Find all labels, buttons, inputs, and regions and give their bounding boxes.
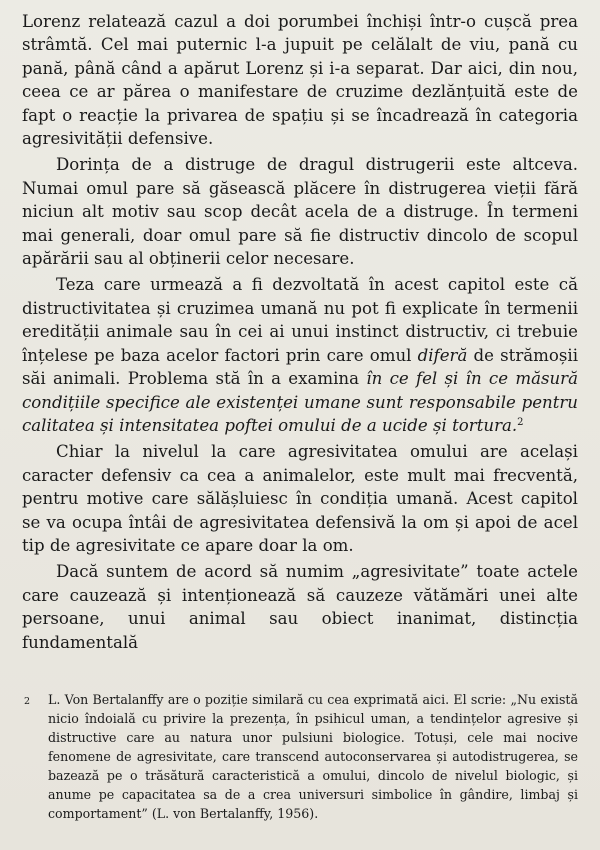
paragraph [22,10,578,150]
text-run: Dacă suntem de acord să numim „agresivitate” toate actele care cauzează și intenționează să cauzeze vătămări unei alte persoane, unui animal sau obiect inanimat, distincția fundamentală [22,562,578,652]
paragraph [22,440,578,557]
italic-text: în ce fel și în ce măsură condițiile specifice ale existenței umane sunt responsabile pentru calitatea și intensitatea poftei omului de a ucide și tortura. [22,369,578,435]
footnote-number: 2 [24,696,31,707]
footnote-text: L. Von Bertalanffy are o poziție similară cu cea exprimată aici. El scrie: „Nu există nicio îndoială cu privire la prezența, în psihicul uman, a tendințelor agresive și distructive care au natura unor pulsiuni biologice. Totuși, cele mai nocive fenomene de agresivitate, care transcend autoconservarea și autodistrugerea, se bazează pe o trăsătură caracteristică a omului, dincolo de nivelul biologic, și anume pe capacitatea sa de a crea universuri simbolice în gândire, limbaj și comportament” (L. von Bertalanffy, 1956). [48,692,578,821]
paragraph [22,153,578,270]
text-run: Dorința de a distruge de dragul distrugerii este altceva. Numai omul pare să găsească plăcere în distrugerea vieții fără niciun alt motiv sau scop decât acela de a distruge. În termeni mai generali, doar omul pare să fie distructiv dincolo de scopul apărării sau al obținerii celor necesare. [22,155,578,269]
text-run: Chiar la nivelul la care agresivitatea omului are același caracter defensiv ca cea a animalelor, este mult mai frecventă, pentru motive care sălășluiesc în condiția umană. Acest capitol se va ocupa întâi de agresivitatea defensivă la om și apoi de acel tip de agresivitate ce apare doar la om. [22,442,578,555]
footnote [22,690,578,823]
text-run: Lorenz relatează cazul a doi porumbei închiși într-o cușcă prea strâmtă. Cel mai puternic l-a jupuit pe celălalt de viu, pană cu pană, până când a apărut Lorenz și i-a separat. Dar aici, din nou, ceea ce ar părea o manifestare de cruzime dezlănțuită este de fapt o reacție la privarea de spațiu și se încadrează în categoria agresivității defensive. [22,12,578,149]
footnote-reference: 2 [517,416,524,428]
italic-text: diferă [417,345,468,365]
paragraph [22,273,578,437]
text-run: de strămoșii săi animali. Problema stă în a examina [22,345,579,389]
text-run: Teza care urmează a fi dezvoltată în acest capitol este că distructivitatea și cruzimea umană nu pot fi explicate în termenii eredității animale sau în cei ai unui instinct distructiv, ci trebuie înțelese pe baza acelor factori prin care omul [22,275,578,365]
paragraph [22,560,578,654]
body-text [22,10,578,657]
